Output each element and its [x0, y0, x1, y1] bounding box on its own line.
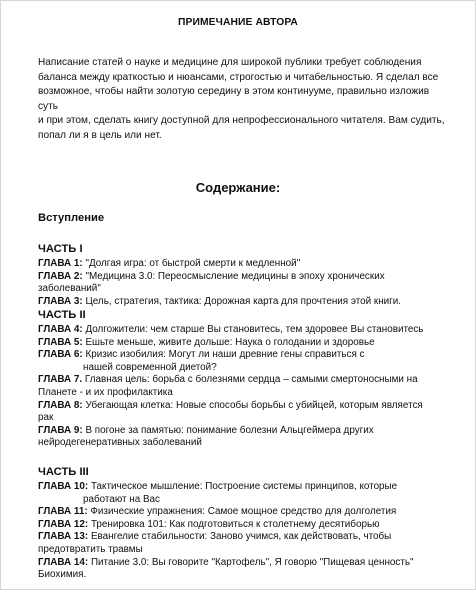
chapter-entry: [38, 425, 450, 450]
chapter-number: ГЛАВА 9:: [38, 424, 83, 436]
chapter-title: "Долгая игра: от быстрой смерти к медленной": [82, 258, 301, 269]
introduction-heading: Вступление: [38, 212, 105, 224]
chapter-number: ГЛАВА 6:: [38, 349, 83, 361]
chapter-title: Долгожители: чем старше Вы становитесь, тем здоровее Вы становитесь: [82, 324, 424, 335]
part-2-chapter-list: [38, 324, 450, 450]
chapter-title-continued: рак: [38, 412, 54, 424]
chapter-entry: [38, 506, 450, 519]
chapter-title: В погоне за памятью: понимание болезни Альцгеймера других: [82, 424, 374, 436]
chapter-number: ГЛАВА 4:: [38, 324, 83, 335]
part-2-heading: ЧАСТЬ II: [38, 309, 86, 321]
chapter-title-continued: Планете - и их профилактика: [38, 386, 173, 398]
chapter-title: Евангелие стабильности: Заново учимся, как действовать, чтобы: [88, 531, 392, 543]
chapter-entry: [38, 531, 450, 556]
chapter-title: Тренировка 101: Как подготовиться к столетнему десятиборью: [88, 518, 380, 530]
chapter-title-continued: Биохимия.: [38, 569, 87, 581]
chapter-entry: [38, 400, 450, 425]
chapter-number: ГЛАВА 1:: [38, 258, 83, 269]
chapter-title: Ешьте меньше, живите дольше: Наука о голодании и здоровье: [82, 336, 375, 348]
chapter-number: ГЛАВА 10:: [38, 481, 89, 492]
chapter-entry: [38, 337, 450, 350]
chapter-number: ГЛАВА 11:: [38, 506, 88, 518]
chapter-title: Убегающая клетка: Новые способы борьбы с убийцей, которым является: [82, 399, 423, 411]
part-1-heading: ЧАСТЬ I: [38, 243, 83, 255]
contents-title: Содержание:: [195, 180, 281, 195]
author-note-title: ПРИМЕЧАНИЕ АВТОРА: [178, 17, 298, 28]
chapter-title-continued: предотвратить травмы: [38, 543, 143, 555]
chapter-entry: [38, 349, 450, 374]
chapter-title: Физические упражнения: Самое мощное средство для долголетия: [87, 506, 397, 518]
chapter-title: Питание 3.0: Вы говорите "Картофель", Я говорю "Пищевая ценность": [88, 556, 414, 568]
chapter-title: Тактическое мышление: Построение системы принципов, которые: [88, 481, 398, 492]
chapter-number: ГЛАВА 7.: [38, 374, 83, 386]
chapter-title: "Медицина 3.0: Переосмысление медицины в эпоху хронических заболеваний": [38, 270, 385, 295]
chapter-title-continued: работают на Вас: [83, 493, 160, 505]
chapter-number: ГЛАВА 13:: [38, 531, 89, 543]
chapter-number: ГЛАВА 2:: [38, 270, 83, 282]
chapter-title: Главная цель: борьба с болезнями сердца – самыми смертоносными на: [82, 374, 418, 386]
chapter-entry: [38, 271, 450, 296]
chapter-entry: [38, 519, 450, 532]
chapter-entry: [38, 557, 450, 582]
chapter-title: Кризис изобилия: Могут ли наши древние гены справиться с: [82, 349, 365, 361]
chapter-number: ГЛАВА 3:: [38, 295, 83, 307]
chapter-entry: [38, 258, 450, 271]
chapter-number: ГЛАВА 12:: [38, 518, 89, 530]
chapter-number: ГЛАВА 8:: [38, 399, 83, 411]
part-1-chapter-list: [38, 258, 450, 308]
chapter-number: ГЛАВА 14:: [38, 556, 89, 568]
chapter-title-continued: нашей современной диетой?: [83, 361, 217, 373]
chapter-entry: [38, 296, 450, 309]
chapter-title-continued: нейродегенеративных заболеваний: [38, 437, 202, 449]
part-3-heading: ЧАСТЬ III: [38, 466, 89, 478]
chapter-title: Цель, стратегия, тактика: Дорожная карта для прочтения этой книги.: [82, 295, 402, 307]
author-note-paragraph: Написание статей о науке и медицине для широкой публики требует соблюдения баланса между краткостью и нюансами, строгостью и читабельностью. Я сделал все возможное, чтобы найти золотую середину в этом континууме, правильно изложив суть и при этом, сделать книгу доступной для непрофессионального читателя. Вам судить, попал ли я в цель или нет.: [38, 57, 445, 141]
chapter-entry: [38, 481, 450, 506]
chapter-number: ГЛАВА 5:: [38, 336, 83, 348]
chapter-entry: [38, 374, 450, 399]
part-3-chapter-list: [38, 481, 450, 582]
chapter-entry: [38, 324, 450, 337]
